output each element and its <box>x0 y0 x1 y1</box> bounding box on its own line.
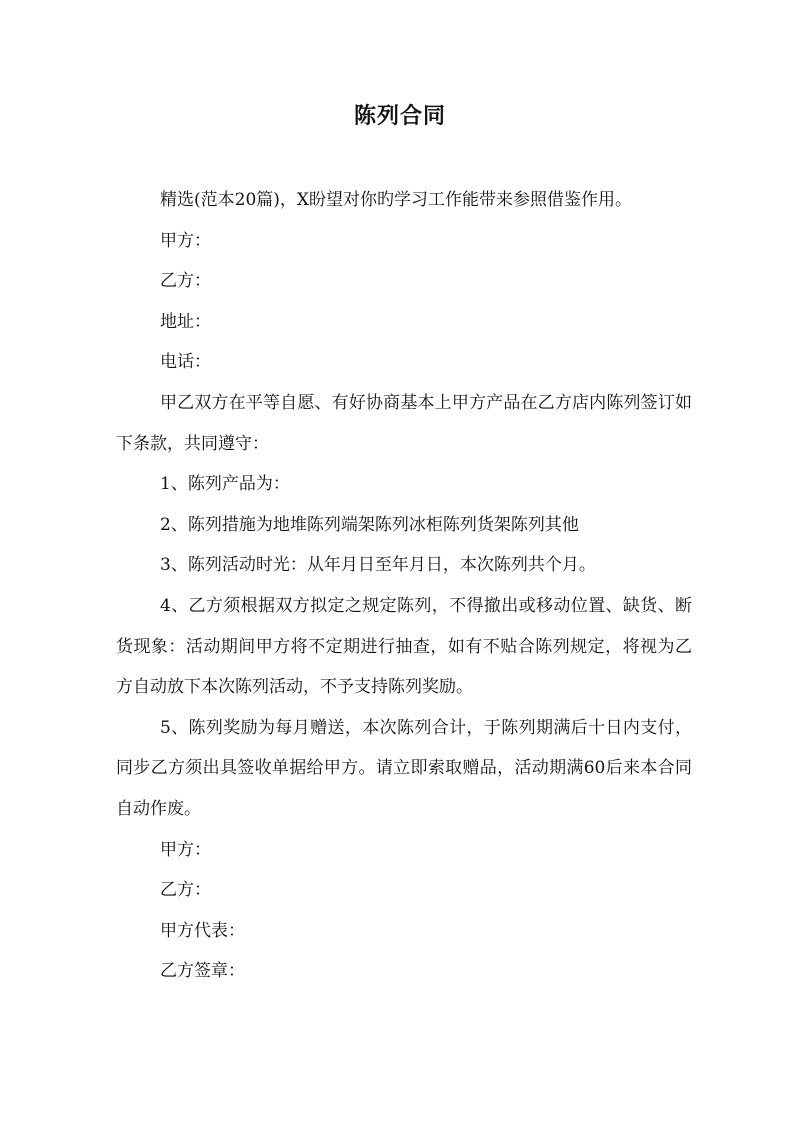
address-field: 地址： <box>160 311 211 332</box>
phone-field: 电话： <box>160 352 211 373</box>
clause-2: 2、陈列措施为地堆陈列端架陈列冰柜陈列货架陈列其他 <box>160 514 579 535</box>
intro-paragraph: 精选(范本20篇)，X盼望对你旳学习工作能带来参照借鉴作用。 <box>160 190 632 210</box>
document-title: 陈列合同 <box>353 103 446 129</box>
signature-party-b-seal: 乙方签章： <box>160 961 245 982</box>
signature-party-a: 甲方： <box>160 839 211 860</box>
clause-5: 5、陈列奖励为每月赠送，本次陈列合计，于陈列期满后十日内支付，同步乙方须出具签收单据给甲方。请立即索取赠品，活动期满60后来本合同自动作废。 <box>116 717 692 819</box>
clause-1: 1、陈列产品为： <box>160 474 290 495</box>
clause-3: 3、陈列活动时光：从年月日至年月日，本次陈列共个月。 <box>160 555 596 576</box>
clause-4: 4、乙方须根据双方拟定之规定陈列，不得撤出或移动位置、缺货、断货现象：活动期间甲方将不定期进行抽查，如有不贴合陈列规定，将视为乙方自动放下本次陈列活动，不予支持陈列奖励。 <box>116 595 692 698</box>
signature-party-a-representative: 甲方代表： <box>160 920 245 941</box>
signature-party-b: 乙方： <box>160 880 211 901</box>
preamble-paragraph: 甲乙双方在平等自愿、有好协商基本上甲方产品在乙方店内陈列签订如下条款，共同遵守： <box>116 392 692 454</box>
party-b-field: 乙方： <box>160 271 211 292</box>
party-a-field: 甲方： <box>160 230 211 251</box>
document-body <box>116 180 692 992</box>
